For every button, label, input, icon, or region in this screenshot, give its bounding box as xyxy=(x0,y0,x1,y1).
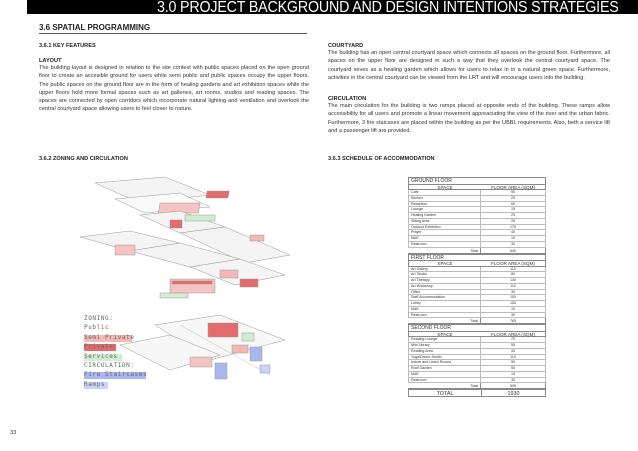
space-cell: Staff Accommodation xyxy=(409,295,481,300)
space-cell: Prayer xyxy=(409,230,481,235)
legend-label: Public xyxy=(84,324,110,332)
space-cell: Lounge xyxy=(409,207,481,212)
legend-label: Private xyxy=(84,343,114,351)
layout-heading: LAYOUT xyxy=(39,58,62,64)
schedule-of-accommodation-table xyxy=(408,177,546,397)
area-cell: 15 xyxy=(511,207,515,212)
area-cell: 30 xyxy=(511,377,515,382)
space-header: SPACE xyxy=(437,331,453,337)
area-cell: 150 xyxy=(510,301,516,305)
circulation-heading: CIRCULATION xyxy=(328,96,367,102)
space-cell: Art Studio xyxy=(409,272,481,277)
space-cell: Outdoor Exhibition xyxy=(409,225,481,230)
space-cell: Roof Garden xyxy=(409,366,481,371)
legend-label: Services xyxy=(84,352,118,360)
total-label: Total xyxy=(470,319,478,324)
area-cell: 25 xyxy=(511,218,515,223)
total-value: 595 xyxy=(480,383,546,388)
area-header: FLOOR AREA (SQM) xyxy=(491,261,535,266)
zoning-heading: 3.6.2 ZONING AND CIRCULATION xyxy=(39,156,128,162)
section-divider xyxy=(39,33,307,34)
area-cell: 30 xyxy=(511,289,515,294)
legend-item-public xyxy=(84,324,135,333)
floor-title: FIRST FLOOR xyxy=(408,254,546,261)
area-cell: 15 xyxy=(511,306,515,311)
area-cell: 110 xyxy=(510,266,516,271)
area-cell: 15 xyxy=(511,371,515,376)
space-cell: Lobby xyxy=(409,301,481,306)
area-cell: 30 xyxy=(511,312,515,317)
legend-label: Semi Private xyxy=(84,333,135,341)
space-cell: Reading Area xyxy=(409,349,481,354)
area-cell: 20 xyxy=(511,195,515,200)
floor-title: GROUND FLOOR xyxy=(408,177,546,184)
space-cell: M&E xyxy=(409,372,481,377)
legend-label: Ramps xyxy=(84,380,106,388)
space-cell: Art Workshop xyxy=(409,284,481,289)
layout-paragraph: The building layout is designed in relation to the site context with public spaces placed on the open ground floor to create an accesible ground for users while semi public and public spaces occupy the upper floors. The public spaces on the ground floor are in the form of healing gardens and art exhibition spaces while the upper floors hold more formal spaces such as art galleries, art rooms, studios and reading spaces. The spaces are connected by open corridors which incorporate natural lighting and ventilation and overlook the central courtyard space allowing users to feel closer to nature. xyxy=(39,65,309,113)
page-number: 33 xyxy=(10,430,17,436)
space-cell: Restroom xyxy=(409,242,481,247)
grand-total-row xyxy=(408,389,546,397)
legend-label: Fire Staircases xyxy=(84,371,148,379)
total-value: 765 xyxy=(480,318,546,323)
area-cell: 70 xyxy=(511,337,515,342)
area-cell: 90 xyxy=(511,360,515,365)
area-cell: 60 xyxy=(511,201,515,206)
space-cell: Art Therapy xyxy=(409,278,481,283)
space-cell: Indoor and Listen Rooms xyxy=(409,360,481,365)
section-title: 3.6 SPATIAL PROGRAMMING xyxy=(39,23,151,32)
area-cell: 30 xyxy=(511,241,515,246)
space-cell: Yoga/Dance Studio xyxy=(409,355,481,360)
area-cell: 100 xyxy=(510,295,516,300)
total-value: 540 xyxy=(480,248,546,253)
legend-item-semi-private xyxy=(84,334,135,343)
legend-zoning-title: ZONING: xyxy=(84,315,114,322)
area-header: FLOOR AREA (SQM) xyxy=(491,331,535,337)
space-cell: Art Gallery xyxy=(409,267,481,272)
area-cell: 30 xyxy=(511,348,515,353)
legend-item-services xyxy=(84,353,135,362)
area-cell: 170 xyxy=(510,224,516,229)
area-cell: 15 xyxy=(511,236,515,240)
area-cell: 55 xyxy=(511,343,515,347)
area-cell: 90 xyxy=(511,190,515,194)
courtyard-paragraph: The building has an open central courtyard space which connects all spaces on the ground floor. Furthermore, all spaces on the upper floor are designed in such a way that they overlook the central courtyard space. The courtyard seves as a healing garden which allows for users to relax in in a natural green space. Furthermore, activities in the central courtyard can be viewed from the LRT and will encourage users into the building. xyxy=(328,50,610,81)
total-label: Total xyxy=(470,248,478,253)
area-cell: 25 xyxy=(511,213,515,217)
area-header: FLOOR AREA (SQM) xyxy=(491,184,535,190)
page-title: 3.0 PROJECT BACKGROUND AND DESIGN INTENTIONS STRATEGIES xyxy=(157,0,619,16)
area-cell: 110 xyxy=(510,283,516,288)
space-cell: Restroom xyxy=(409,378,481,383)
space-cell: Kitchen xyxy=(409,196,481,201)
courtyard-heading: COURTYARD xyxy=(328,43,364,49)
grand-total-value: 1930 xyxy=(481,390,545,396)
legend-item-private xyxy=(84,343,135,352)
space-cell: Mini Library xyxy=(409,343,481,348)
legend-item-fire-staircases xyxy=(84,371,148,380)
space-cell: Healing Garden xyxy=(409,213,481,218)
header-bar xyxy=(27,0,638,14)
space-cell: Sitting Area xyxy=(409,219,481,224)
space-cell: Restroom xyxy=(409,313,481,318)
grand-total-label: TOTAL xyxy=(436,391,454,398)
key-features-heading: 3.6.1 KEY FEATURES xyxy=(39,43,96,49)
zoning-legend xyxy=(84,315,148,390)
area-cell: 80 xyxy=(511,272,515,277)
space-cell: Office xyxy=(409,290,481,295)
space-cell: M&E xyxy=(409,307,481,312)
legend-item-ramps xyxy=(84,381,135,390)
ground-floor-plan xyxy=(120,315,285,379)
space-cell: Reception xyxy=(409,202,481,207)
area-cell: 50 xyxy=(511,366,515,370)
space-cell: Cafe xyxy=(409,190,481,195)
space-cell: Reading Lounge xyxy=(409,337,481,342)
space-cell: M&E xyxy=(409,236,481,241)
legend-circulation-title: CIRCULATION: xyxy=(84,361,135,369)
total-label: Total xyxy=(470,384,478,389)
schedule-heading: 3.6.3 SCHEDULE OF ACCOMMODATION xyxy=(328,156,435,162)
area-cell: 40 xyxy=(511,230,515,235)
space-header: SPACE xyxy=(437,184,453,190)
area-cell: 140 xyxy=(510,278,516,282)
area-cell: 110 xyxy=(510,354,516,359)
floor-title: SECOND FLOOR xyxy=(408,324,546,331)
circulation-paragraph: The main circulation for the building is two ramps placed at opposite ends of the building. These ramps allow accessibility for all users and promote a linear movement appreaciating the view of the river and the urban fabric. Furthermore, 3 fire staicases are placed within the building as per the UBBL requirements. Also, beth a service lift and a passenger lift are provided. xyxy=(328,103,610,134)
space-header: SPACE xyxy=(437,261,453,266)
